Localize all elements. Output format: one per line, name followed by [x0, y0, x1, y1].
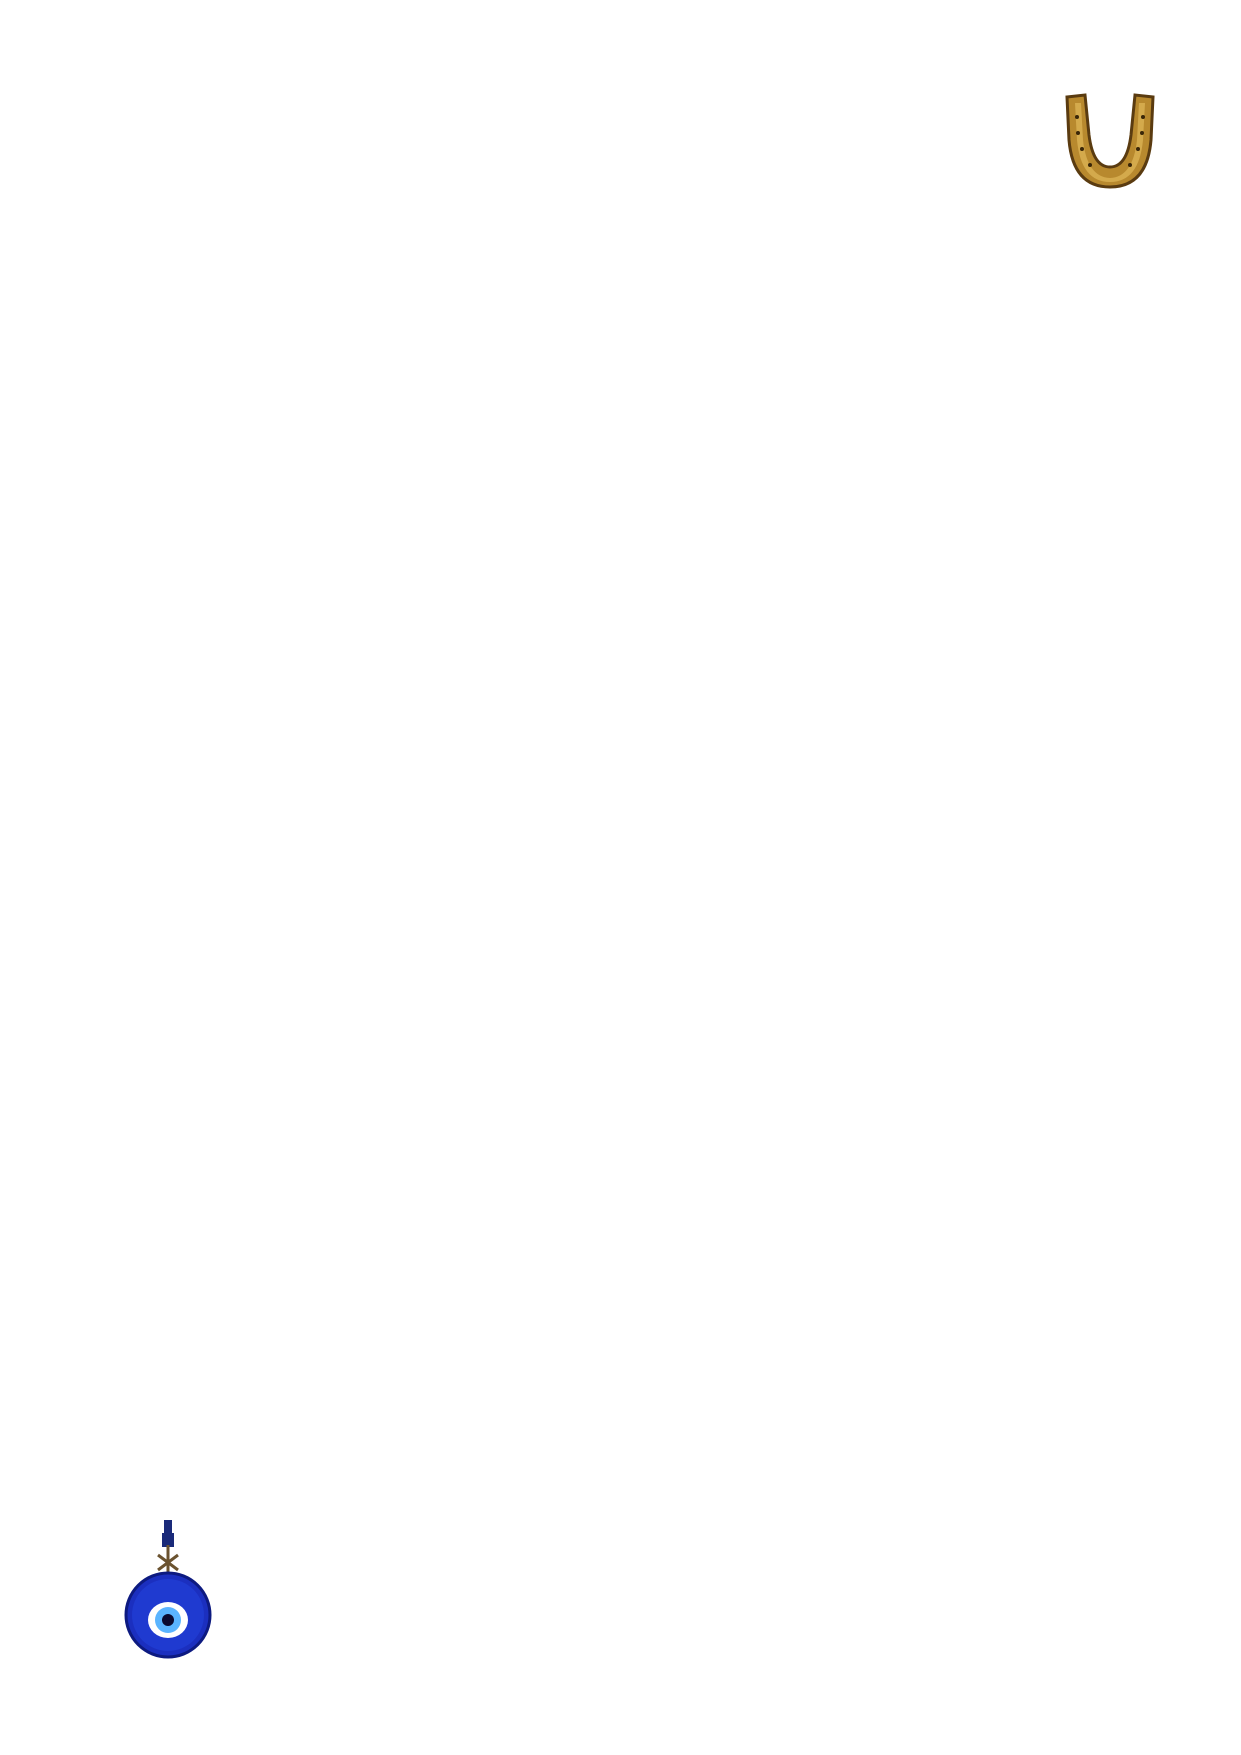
parity-table	[165, 209, 1072, 686]
horseshoe-icon	[1055, 85, 1165, 195]
evil-eye-icon	[118, 1515, 218, 1665]
